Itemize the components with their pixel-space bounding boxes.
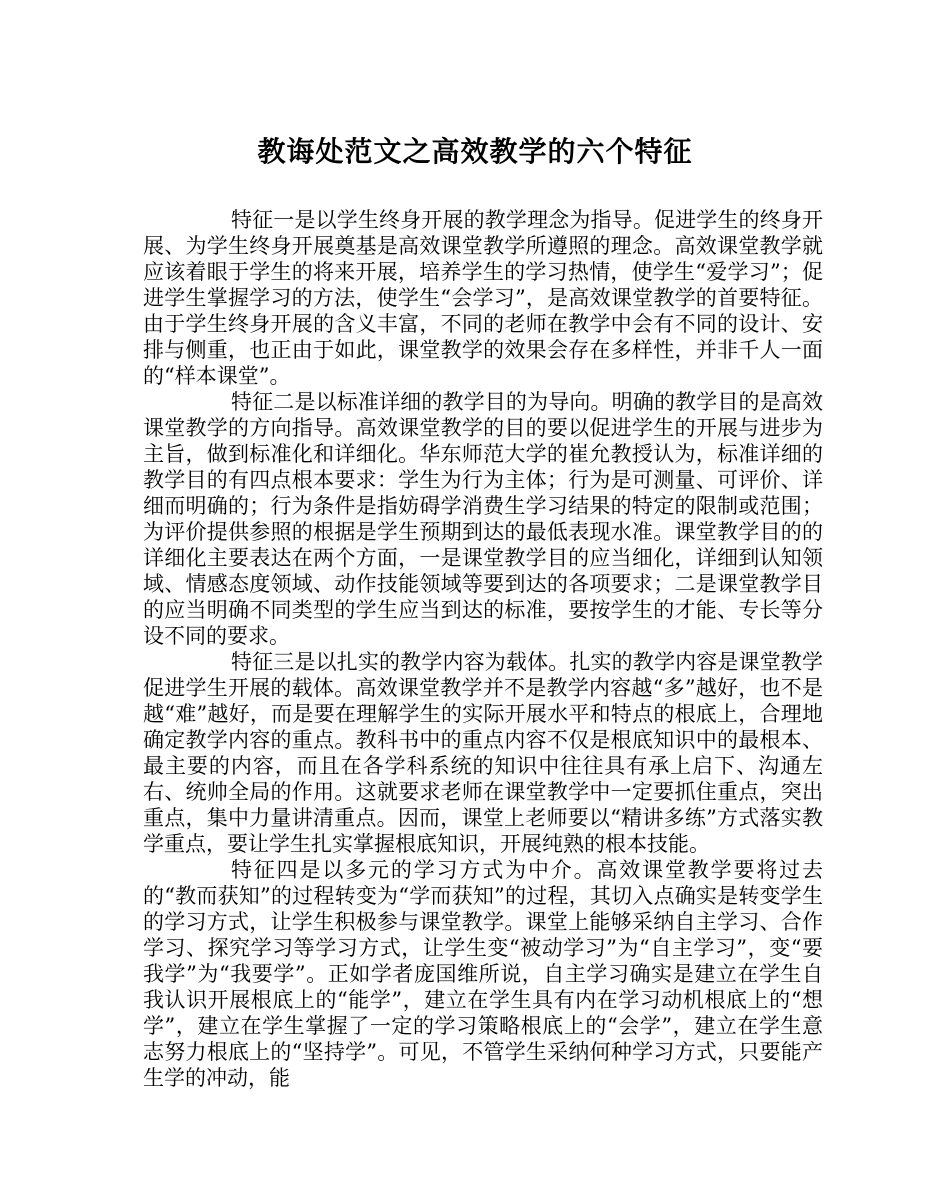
paragraph-feature-one: 特征一是以学生终身开展的教学理念为指导。促进学生的终身开展、为学生终身开展奠基是高效课堂教学所遵照的理念。高效课堂教学就应该着眼于学生的将来开展，培养学生的学习热情，使学生“爱学习”；促进学生掌握学习的方法，使学生“会学习”，是高效课堂教学的首要特征。由于学生终身开展的含义丰富，不同的老师在教学中会有不同的设计、安排与侧重，也正由于如此，课堂教学的效果会存在多样性，并非千人一面的“样本课堂”。 [143, 208, 823, 388]
document-title: 教诲处范文之高效教学的六个特征 [257, 135, 693, 168]
paragraph-feature-three: 特征三是以扎实的教学内容为载体。扎实的教学内容是课堂教学促进学生开展的载体。高效课堂教学并不是教学内容越“多”越好，也不是越“难”越好，而是要在理解学生的实际开展水平和特点的根底上，合理地确定教学内容的重点。教科书中的重点内容不仅是根底知识中的最根本、最主要的内容，而且在各学科系统的知识中往往具有承上启下、沟通左右、统帅全局的作用。这就要求老师在课堂教学中一定要抓住重点，突出重点，集中力量讲清重点。因而，课堂上老师要以“精讲多练”方式落实教学重点，要让学生扎实掌握根底知识，开展纯熟的根本技能。 [143, 650, 823, 856]
document-body [143, 207, 823, 1091]
paragraph-feature-four: 特征四是以多元的学习方式为中介。高效课堂教学要将过去的“教而获知”的过程转变为“学而获知”的过程，其切入点确实是转变学生的学习方式，让学生积极参与课堂教学。课堂上能够采纳自主学习、合作学习、探究学习等学习方式，让学生变“被动学习”为“自主学习”，变“要我学”为“我要学”。正如学者庞国维所说，自主学习确实是建立在学生自我认识开展根底上的“能学”，建立在学生具有内在学习动机根底上的“想学”，建立在学生掌握了一定的学习策略根底上的“会学”，建立在学生意志努力根底上的“坚持学”。可见，不管学生采纳何种学习方式，只要能产生学的冲动，能 [143, 858, 823, 1090]
paragraph-feature-two: 特征二是以标准详细的教学目的为导向。明确的教学目的是高效课堂教学的方向指导。高效课堂教学的目的要以促进学生的开展与进步为主旨，做到标准化和详细化。华东师范大学的崔允教授认为，标准详细的教学目的有四点根本要求：学生为行为主体；行为是可测量、可评价、详细而明确的；行为条件是指妨碍学消费生学习结果的特定的限制或范围；为评价提供参照的根据是学生预期到达的最低表现水准。课堂教学目的的详细化主要表达在两个方面，一是课堂教学目的应当细化，详细到认知领域、情感态度领域、动作技能领域等要到达的各项要求；二是课堂教学目的应当明确不同类型的学生应当到达的标准，要按学生的才能、专长等分设不同的要求。 [143, 390, 823, 648]
